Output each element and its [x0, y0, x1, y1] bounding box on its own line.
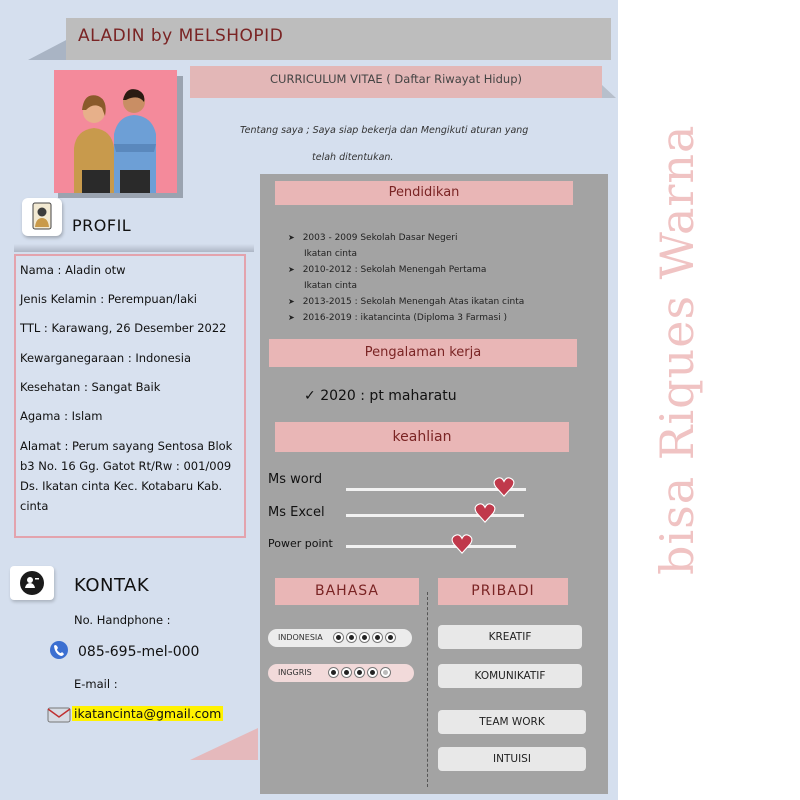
- trait-badge: KREATIF: [438, 625, 582, 649]
- cv-title: CURRICULUM VITAE ( Daftar Riwayat Hidup): [270, 72, 522, 86]
- profil-item: Jenis Kelamin : Perempuan/laki: [20, 292, 198, 306]
- skill-label: Ms word: [268, 472, 323, 487]
- rating-dot: [380, 667, 391, 678]
- profil-address-line: Alamat : Perum sayang Sentosa Blok: [20, 439, 233, 453]
- experience-item-text: 2020 : pt maharatu: [320, 388, 457, 404]
- profil-address-line: cinta: [20, 499, 49, 513]
- rating-dot: [328, 667, 339, 678]
- rating-dot: [333, 632, 344, 643]
- language-name: INGGRIS: [278, 668, 312, 677]
- rating-dots: [331, 633, 396, 642]
- contact-wedge-decoration: [190, 728, 258, 760]
- experience-item: [304, 388, 457, 404]
- heart-icon: [474, 502, 496, 524]
- profil-item: Agama : Islam: [20, 409, 103, 423]
- heart-icon: [493, 476, 515, 498]
- profil-item: Kesehatan : Sangat Baik: [20, 380, 161, 394]
- rating-dot: [341, 667, 352, 678]
- about-text-line-1: Tentang saya ; Saya siap bekerja dan Mengikuti aturan yang: [240, 125, 529, 136]
- section-divider: [427, 592, 428, 787]
- profil-item: TTL : Karawang, 26 Desember 2022: [20, 321, 227, 335]
- edu-item-text: 2010-2012 : Sekolah Menengah Pertama: [302, 265, 487, 275]
- check-icon: ✓: [304, 388, 316, 404]
- pribadi-heading: PRIBADI: [471, 583, 535, 599]
- email-label: E-mail :: [74, 677, 118, 691]
- pengalaman-header: [269, 339, 577, 367]
- keahlian-heading: keahlian: [392, 429, 452, 445]
- edu-item: ➤ 2013-2015 : Sekolah Menengah Atas ikatan cinta: [288, 297, 525, 307]
- language-inggris: [268, 664, 414, 682]
- language-indonesia: [268, 629, 412, 647]
- trait-badge: KOMUNIKATIF: [438, 664, 582, 688]
- rating-dot: [359, 632, 370, 643]
- edu-item-sub: Ikatan cinta: [304, 281, 358, 291]
- pribadi-header: [438, 578, 568, 605]
- user-badge-icon: [22, 198, 62, 236]
- bahasa-heading: BAHASA: [314, 583, 379, 599]
- pengalaman-heading: Pengalaman kerja: [364, 345, 482, 360]
- language-name: INDONESIA: [278, 633, 323, 642]
- pendidikan-heading: Pendidikan: [388, 185, 460, 200]
- skill-track: [346, 514, 524, 517]
- bahasa-header: [275, 578, 419, 605]
- heart-icon: [451, 533, 473, 555]
- pendidikan-header: [275, 181, 573, 205]
- edu-item-sub: Ikatan cinta: [304, 249, 358, 259]
- edu-item-text: 2003 - 2009 Sekolah Dasar Negeri: [302, 233, 458, 243]
- rating-dots: [326, 668, 391, 677]
- title-wedge-decoration: [28, 38, 70, 60]
- phone-icon: [46, 639, 72, 661]
- rating-dot: [385, 632, 396, 643]
- phone-label: No. Handphone :: [74, 613, 171, 627]
- rating-dot: [346, 632, 357, 643]
- skill-track: [346, 545, 516, 548]
- profil-address-line: Ds. Ikatan cinta Kec. Kotabaru Kab.: [20, 479, 223, 493]
- cv-wedge-decoration: [602, 85, 616, 98]
- edu-item-text: 2016-2019 : ikatancinta (Diploma 3 Farmasi ): [302, 313, 508, 323]
- rating-dot: [354, 667, 365, 678]
- kontak-heading: KONTAK: [74, 575, 150, 596]
- profil-underline: [14, 244, 254, 252]
- phone-number[interactable]: 085-695-mel-000: [78, 644, 200, 660]
- email-address[interactable]: ikatancinta@gmail.com: [74, 706, 222, 721]
- about-text-line-2: telah ditentukan.: [312, 152, 394, 163]
- edu-item-text: 2013-2015 : Sekolah Menengah Atas ikatan cinta: [302, 297, 525, 307]
- rating-dot: [367, 667, 378, 678]
- skill-label: Power point: [268, 537, 333, 550]
- profile-photo: [54, 70, 177, 193]
- keahlian-header: [275, 422, 569, 452]
- profil-item: Nama : Aladin otw: [20, 263, 126, 277]
- email-icon: [46, 706, 72, 724]
- profile-photo-illustration: [54, 70, 177, 193]
- skill-label: Ms Excel: [268, 505, 325, 520]
- page-title: ALADIN by MELSHOPID: [78, 26, 284, 46]
- profil-heading: PROFIL: [72, 216, 132, 235]
- profil-item: Kewarganegaraan : Indonesia: [20, 351, 191, 365]
- profil-address-line: b3 No. 16 Gg. Gatot Rt/Rw : 001/009: [20, 459, 232, 473]
- rating-dot: [372, 632, 383, 643]
- trait-badge: INTUISI: [438, 747, 586, 771]
- edu-item: ➤ 2010-2012 : Sekolah Menengah Pertama: [288, 265, 487, 275]
- edu-item: ➤ 2016-2019 : ikatancinta (Diploma 3 Farmasi ): [288, 313, 508, 323]
- trait-badge: TEAM WORK: [438, 710, 586, 734]
- edu-item: ➤ 2003 - 2009 Sekolah Dasar Negeri: [288, 233, 458, 243]
- watermark-text: bisa Riques Warna: [650, 124, 704, 575]
- contact-icon: [10, 566, 54, 600]
